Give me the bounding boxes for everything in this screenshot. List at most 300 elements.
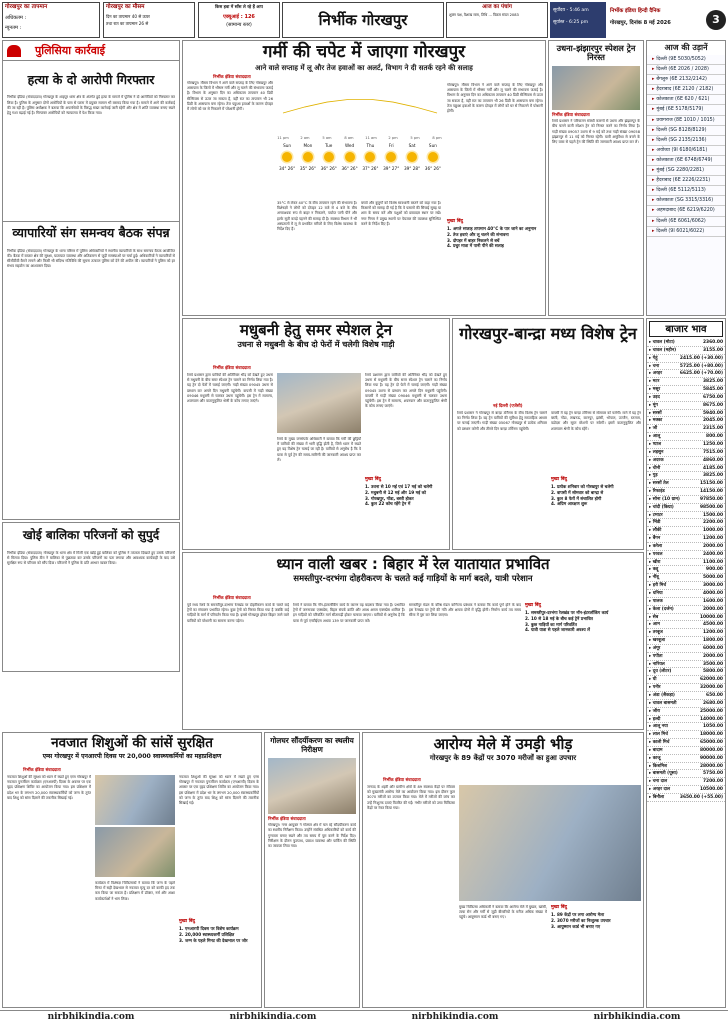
market-price: 3650.00 (+55.00): [679, 794, 723, 800]
dateline: गोरखपुर, दिनांक 8 मई 2026: [610, 19, 671, 26]
market-row: [647, 668, 725, 676]
madhubani-story: [182, 318, 450, 550]
market-item: ▸ केला (दर्जन): [649, 606, 674, 612]
market-item: ▸ मटर: [649, 379, 660, 385]
market-price: 4000.00: [703, 591, 723, 596]
bandra-highlights-title: मुख्य बिंदु: [551, 477, 567, 482]
health-fair-highlight-3: 3. आयुष्मान कार्ड भी बनाए गए: [551, 923, 601, 929]
market-item: ▸ उड़द: [649, 394, 660, 400]
market-item: ▸ बादाम: [649, 747, 663, 753]
market-price: 4500.00: [703, 622, 723, 628]
heat-subhead: आने वाले सप्ताह में लू और तेज हवाओं का अलर्ट, विभाग ने दी सतर्क रहने की सलाह: [255, 63, 473, 72]
market-item: ▸ तरबूज: [649, 630, 663, 636]
health-fair-body-2: मुख्य चिकित्सा अधिकारी ने बताया कि आरोग्य मेले में बुखार, खांसी, त्वचा रोग और गर्मी से जुड़ी बीमारियों के मरीज अधिक संख्या में पहुंचे। आयुष्मान कार्ड भी बनाए गए।: [459, 905, 547, 920]
infants-highlights-title: मुख्य बिंदु: [179, 919, 195, 924]
flight-row: ▸ दिल्ली (SG 2135/2136): [647, 136, 725, 146]
market-row: [647, 339, 725, 347]
forecast-day-row: [277, 143, 443, 172]
market-price: 2360.00: [703, 340, 723, 345]
market-row: [647, 512, 725, 520]
forecast-day: [279, 143, 295, 172]
madhubani-body-1: रेलवे प्रशासन द्वारा यात्रियों की अतिरिक्त भीड़ को देखते हुए उधना से मधुबनी के बीच समर स्पेशल ट्रेन चलाने का निर्णय लिया गया है। यह ट्रेन दो फेरों में चलाई जाएगी। गाड़ी संख्या 09045 उधना से प्रस्थान कर अगले दिन मधुबनी पहुंचेगी। वापसी में गाड़ी संख्या 09046 मधुबनी से चलकर उधना पहुंचेगी। इस ट्रेन में सामान्य, शयनयान और वातानुकूलित श्रेणी के कोच लगाए जाएंगे।: [187, 373, 273, 404]
market-row: [647, 472, 725, 480]
market-row: [647, 347, 725, 355]
sun-times-box: [550, 2, 606, 38]
market-item: ▸ सेब: [649, 614, 659, 620]
bandra-highlight-3: 3. कुल 8 फेरों में संचालित होगी: [551, 495, 602, 501]
infants-body-2: कार्यक्रम में विशेषज्ञ चिकित्सकों ने बताया कि जन्म के पहले मिनट में सही देखभाल से नवजात मृत्यु दर को काफी हद तक कम किया जा सकता है। प्रशिक्षण में डॉक्टर, नर्स और आशा कार्यकर्ताओं ने भाग लिया।: [95, 881, 175, 901]
market-item: ▸ चावल (महीन): [649, 347, 677, 353]
market-price: 5750.00: [703, 771, 723, 777]
madhubani-headline: मधुबनी हेतु समर स्पेशल ट्रेन: [239, 321, 393, 339]
market-row: [647, 402, 725, 410]
market-row: [647, 433, 725, 441]
flight-row: ▸ हैदराबाद (6E 2226/2231): [647, 176, 725, 186]
market-item: ▸ पनीर: [649, 685, 661, 691]
health-fair-photo: [459, 785, 641, 901]
forecast-temps: 39° 28°: [403, 166, 421, 172]
market-price: 3500.00: [703, 661, 723, 667]
market-item: ▸ चीनी: [649, 465, 661, 471]
market-item: ▸ रिफाइंड: [649, 489, 665, 495]
forecast-day: [362, 143, 378, 172]
market-row: [647, 551, 725, 559]
page-number: [706, 10, 726, 30]
market-row: [647, 684, 725, 692]
health-fair-highlight-2: 2. 3070 मरीजों का निःशुल्क उपचार: [551, 917, 611, 923]
market-price: 90000.00: [699, 755, 723, 761]
sun-icon: [345, 152, 355, 162]
forecast-time-label: 5 am: [322, 136, 332, 140]
market-price: 2315.00: [703, 426, 723, 432]
market-price: 15150.00: [699, 481, 723, 487]
police-banner-text: पुलिसिया कार्रवाई: [35, 43, 106, 57]
market-price: 5000.00: [703, 575, 723, 581]
train-photo: [552, 66, 640, 110]
market-item: ▸ खीरा: [649, 559, 661, 565]
market-item: ▸ किशमिश: [649, 763, 667, 769]
market-row: [647, 794, 725, 802]
market-title-bar: [649, 321, 723, 337]
forecast-day: [341, 143, 357, 172]
sunrise: सूर्योदय - 5:46 am: [553, 8, 589, 13]
market-price: 1200.00: [703, 630, 723, 636]
market-row: [647, 747, 725, 755]
market-row: [647, 566, 725, 574]
bihar-byline: निर्भीक इंडिया संवाददाता: [213, 595, 251, 600]
infants-highlight-2: 2. 20,000 स्वास्थ्यकर्मी प्रशिक्षित: [179, 931, 235, 937]
market-item: ▸ अरहर दाल: [649, 787, 670, 793]
bandra-story: [452, 318, 644, 550]
sun-icon: [407, 152, 417, 162]
lost-girl-section: [2, 522, 180, 672]
infants-highlights: [179, 919, 259, 1005]
market-price: 2000.00: [703, 606, 723, 612]
police-section: [2, 40, 180, 520]
flight-row: ▸ हैदराबाद (6E 2120 / 2182): [647, 85, 725, 95]
madhubani-highlight-1: 1. उधना से 10 मई एवं 17 मई को चलेगी: [365, 484, 433, 490]
footer-site-4[interactable]: nirbhikindia.com: [593, 1011, 681, 1022]
market-item: ▸ पालक: [649, 598, 663, 604]
infants-subhead: एम्स गोरखपुर में एनआरपी दिवस पर 20,000 स्वास्थ्यकर्मियों का महाप्रशिक्षण: [42, 752, 222, 760]
market-item: ▸ मक्का: [649, 418, 663, 424]
market-row: [647, 465, 725, 473]
market-row: [647, 457, 725, 465]
market-row: [647, 355, 725, 363]
police-banner: [3, 41, 179, 61]
infants-highlight-1: 1. एनआरपी दिवस पर विशेष कार्यक्रम: [179, 926, 239, 932]
market-row: [647, 386, 725, 394]
flight-list: [647, 55, 725, 237]
market-item: ▸ लहसुन: [649, 449, 664, 455]
bandra-body-2: वापसी में यह ट्रेन बान्द्रा टर्मिनस से सोमवार को चलेगी। मार्ग में यह ट्रेन बस्ती, गोंडा, लखनऊ, कानपुर, झांसी, भोपाल, उज्जैन, रतलाम, वडोदरा और सूरत स्टेशनों पर रुकेगी। इसमें वातानुकूलित और शयनयान श्रेणी के कोच रहेंगे।: [551, 411, 641, 431]
market-item: ▸ जीरा: [649, 708, 661, 714]
market-item: ▸ खरबूजा: [649, 638, 666, 644]
market-row: [647, 410, 725, 418]
market-price: 10500.00: [699, 787, 723, 793]
golghar-story: [264, 732, 360, 1008]
flight-row: ▸ कोलकाता (6E 6748/6749): [647, 156, 725, 166]
madhubani-body-2: रेलवे के मुख्य जनसंपर्क अधिकारी ने बताया कि गर्मी की छुट्टियों में यात्रियों की संख्या में भारी वृद्धि होती है, जिसे ध्यान में रखते हुए यह विशेष ट्रेन चलाई जा रही है। यात्रियों से अनुरोध है कि वे यात्रा से पूर्व ट्रेन की समय-सारिणी की जानकारी अवश्य प्राप्त कर लें।: [277, 437, 361, 462]
forecast-time-label: 2 pm: [388, 136, 398, 140]
forecast-time-label: 2 am: [300, 136, 310, 140]
heat-byline: निर्भीक इंडिया संवाददाता: [213, 74, 251, 79]
market-row: [647, 543, 725, 551]
bandra-highlight-2: 2. वापसी में सोमवार को बान्द्रा से: [551, 489, 604, 495]
infants-photo-2: [95, 827, 175, 877]
market-row: [647, 755, 725, 763]
market-item: ▸ नींबू: [649, 575, 659, 581]
market-item: ▸ प्याज: [649, 441, 661, 447]
madhubani-highlights-title: मुख्य बिंदु: [365, 477, 381, 482]
market-row: [647, 370, 725, 378]
market-price: 2000.00: [703, 653, 723, 659]
forecast-temps: 35° 26°: [299, 166, 317, 172]
market-price: 6625.00 (+70.00): [679, 371, 723, 377]
market-row: [647, 527, 725, 535]
market-item: ▸ परवल: [649, 551, 663, 557]
health-fair-byline: निर्भीक इंडिया संवाददाता: [383, 777, 421, 782]
forecast-day-name: Sun: [283, 143, 292, 148]
story1-body: निर्भीक इंडिया (संवाददाता) गोरखपुर के शाहपुर थाना क्षेत्र के अंतर्गत हुई हत्या के मामले में पुलिस ने दो आरोपियों को गिरफ्तार कर लिया है। पुलिस के अनुसार दोनों आरोपियों के पास से घटना में प्रयुक्त सामान भी बरामद किया गया है। मामले में आगे की कार्रवाई की जा रही है। पुलिस अधीक्षक ने बताया कि अपराधियों के विरुद्ध सख्त कार्रवाई जारी रहेगी और क्षेत्र में शांति व्यवस्था बनाए रखने हेतु गश्त बढ़ाई गई है। गिरफ्तार आरोपियों को न्यायालय में पेश किया गया।: [7, 95, 175, 115]
forecast-day-name: Sat: [408, 143, 416, 148]
market-row: [647, 645, 725, 653]
story3-body: निर्भीक इंडिया (संवाददाता) गोरखपुर के थाना क्षेत्र में मिली एक खोई हुई बालिका को पुलिस ने तत्परता दिखाते हुए उसके परिजनों से मिलवा दिया। पुलिस टीम ने बालिका से पूछताछ कर उसके परिजनों का पता लगाया और आवश्यक कार्यवाही के बाद उसे सुरक्षित रूप से परिवार को सौंप दिया। परिजनों ने पुलिस के प्रति आभार व्यक्त किया।: [7, 550, 175, 566]
market-item: ▸ आलू नया: [649, 724, 668, 730]
market-item: ▸ अंडा (सैकड़ा): [649, 692, 675, 698]
market-item: ▸ हरी मिर्च: [649, 583, 667, 589]
flights-box: [646, 40, 726, 316]
market-price: 62000.00: [699, 677, 723, 683]
market-price: 1250.00: [703, 441, 723, 447]
market-price: 2200.00: [703, 520, 723, 526]
market-row: [647, 637, 725, 645]
market-item: ▸ गेहूं: [649, 355, 658, 361]
market-row: [647, 692, 725, 700]
market-item: ▸ काजू: [649, 755, 661, 761]
forecast-time-label: 5 pm: [410, 136, 420, 140]
flights-title: [647, 41, 725, 55]
market-row: [647, 614, 725, 622]
forecast-time-label: 11 pm: [277, 136, 289, 140]
bandra-highlight-1: 1. प्रत्येक शनिवार को गोरखपुर से चलेगी: [551, 484, 614, 490]
forecast-day: [404, 143, 420, 172]
weather-box: [103, 2, 195, 38]
flight-row: ▸ मुंबई (6E 5178/5179): [647, 105, 725, 115]
sun-icon: [324, 152, 334, 162]
market-price: 6000.00: [703, 645, 723, 651]
market-price: 1800.00: [703, 638, 723, 644]
udhna-title: उधना-झंझारपुर स्पेशल ट्रेन निरस्त: [556, 43, 636, 63]
forecast-day-name: Sun: [428, 143, 437, 148]
forecast-temperature-line: [283, 99, 437, 113]
market-row: [647, 425, 725, 433]
market-price: 14000.00: [699, 716, 723, 722]
market-item: ▸ चावल (मोटा): [649, 340, 675, 345]
market-price: 1500.00: [703, 512, 723, 518]
market-item: ▸ करेला: [649, 543, 663, 549]
forecast-chart: [277, 83, 443, 143]
flight-row: ▸ अयोध्या (9I 6180/6181): [647, 146, 725, 156]
health-fair-highlights: [551, 905, 641, 1005]
bihar-body-1: पूर्व मध्य रेलवे के समस्तीपुर-दरभंगा रेलखंड पर दोहरीकरण कार्य के चलते कई ट्रेनों का संचालन प्रभावित रहेगा। कुछ ट्रेनों को निरस्त किया गया है जबकि कई गाड़ियों के मार्ग में परिवर्तन किया गया है। इससे गोरखपुर होकर बिहार जाने वाले यात्रियों को परेशानी का सामना करना पड़ेगा।: [187, 603, 289, 623]
market-item: ▸ टमाटर: [649, 512, 663, 518]
bihar-highlights-title: मुख्य बिंदु: [525, 603, 541, 608]
market-price: 14150.00: [699, 489, 723, 495]
market-box: [646, 318, 726, 1008]
market-item: ▸ चांदी (किग्रा): [649, 504, 674, 510]
forecast-day-name: Tue: [325, 143, 333, 148]
forecast-time-labels: [277, 136, 442, 140]
story2-body: निर्भीक इंडिया (संवाददाता) गोरखपुर के थाना परिसर में पुलिस अधिकारियों ने स्थानीय व्यापारियों के साथ समन्वय बैठक आयोजित की। बैठक में बाजार क्षेत्र की सुरक्षा, यातायात व्यवस्था और अतिक्रमण से जुड़ी समस्याओं पर चर्चा हुई। अधिकारियों ने व्यापारियों से सीसीटीवी कैमरे लगाने और किसी भी संदिग्ध गतिविधि की सूचना तत्काल पुलिस को देने की अपील की। व्यापारियों ने पुलिस को हर संभव सहयोग का आश्वासन दिया।: [7, 248, 175, 269]
aqi-status: (सामान्य स्तर): [226, 21, 252, 28]
market-price: 18000.00: [699, 732, 723, 738]
forecast-day: [383, 143, 399, 172]
market-row: [647, 763, 725, 771]
market-item: ▸ लौकी: [649, 528, 662, 534]
market-row: [647, 441, 725, 449]
bihar-highlight-2: 2. 10 से 18 मई के बीच कई ट्रेनें प्रभावित: [525, 615, 593, 621]
market-row: [647, 590, 725, 598]
footer-site-1[interactable]: nirbhikindia.com: [47, 1011, 135, 1022]
market-item: ▸ घी: [649, 677, 657, 683]
forecast-time-label: 8 pm: [432, 136, 442, 140]
panchang-title: आज का पंचांग: [482, 4, 512, 10]
infants-photo-1: [95, 775, 175, 825]
forecast-temps: 36° 26°: [320, 166, 337, 172]
min-temp-label: न्यूनतम :: [5, 25, 22, 32]
flight-row: ▸ मुंबई (SG 2280/2281): [647, 166, 725, 176]
market-price: 5845.00: [703, 387, 723, 393]
market-price: 8675.00: [703, 402, 723, 408]
madhubani-byline: निर्भीक इंडिया संवाददाता: [213, 365, 251, 370]
sun-icon: [365, 152, 375, 162]
market-price: 800.00: [706, 434, 723, 440]
madhubani-highlight-2: 2. मधुबनी से 12 मई और 19 मई को: [365, 489, 426, 495]
weather-title: गोरखपुर का मौसम: [106, 4, 145, 10]
bandra-highlights: [551, 477, 641, 547]
forecast-day: [300, 143, 316, 172]
market-price: 3155.00: [703, 347, 723, 353]
infants-body-1: नवजात शिशुओं की सुरक्षा को ध्यान में रखते हुए एम्स गोरखपुर में नवजात पुनर्जीवन कार्यक्रम (एनआरपी) दिवस के अवसर पर एक वृहद प्रशिक्षण शिविर का आयोजन किया गया। इस प्रशिक्षण में प्रदेश भर के लगभग 20,000 स्वास्थ्यकर्मियों को जन्म के तुरंत बाद शिशु को सांस दिलाने की तकनीक सिखाई गई।: [7, 775, 91, 800]
golghar-title: गोलघर सौंदर्यीकरण का स्थलीय निरीक्षण: [270, 736, 354, 754]
udhna-body: रेलवे प्रशासन ने परिचालन संबंधी कारणों से उधना और झंझारपुर के बीच चलने वाली स्पेशल ट्रेन को निरस्त करने का निर्णय लिया है। गाड़ी संख्या 09057 उधना से 9 मई को तथा गाड़ी संख्या 09058 झंझारपुर से 11 मई को निरस्त रहेगी। यात्री असुविधा से बचने के लिए यात्रा से पहले ट्रेन की स्थिति की जानकारी अवश्य प्राप्त कर लें।: [552, 119, 640, 144]
forecast-temps: 34° 26°: [279, 166, 296, 172]
market-price: 1100.00: [703, 559, 723, 565]
market-row: [647, 723, 725, 731]
bihar-highlights: [525, 603, 641, 727]
forecast-temps: 37° 26°: [362, 166, 379, 172]
flight-row: ▸ दिल्ली (6E 6061/6062): [647, 217, 725, 227]
market-item: ▸ चना: [649, 363, 660, 369]
health-fair-body-1: जनपद के शहरी और ग्रामीण क्षेत्रों के 89 स्वास्थ्य केंद्रों पर रविवार को मुख्यमंत्री आरोग्य मेले का आयोजन किया गया। इस दौरान कुल 3070 मरीजों का उपचार किया गया। मेले में मरीजों की जांच कर उन्हें निःशुल्क दवाएं वितरित की गईं। गंभीर मरीजों को उच्च चिकित्सा केंद्रों पर रेफर किया गया।: [367, 785, 455, 810]
market-price: 1000.00: [703, 528, 723, 534]
market-row: [647, 559, 725, 567]
market-row: [647, 778, 725, 786]
market-price: 1600.00: [703, 598, 723, 604]
bihar-highlight-4: 4. यात्री यात्रा से पहले जानकारी अवश्य लें: [525, 627, 590, 633]
market-row: [647, 786, 725, 794]
market-item: ▸ चावल बासमती: [649, 700, 677, 706]
infants-headline: नवजात शिशुओं की सांसें सुरक्षित: [51, 735, 213, 751]
market-row: [647, 676, 725, 684]
market-row: [647, 394, 725, 402]
market-row: [647, 770, 725, 778]
market-price: 900.00: [706, 567, 723, 573]
market-item: ▸ सोना (10 ग्राम): [649, 496, 680, 502]
heat-story: [182, 40, 546, 316]
health-fair-headline: आरोग्य मेले में उमड़ी भीड़: [433, 735, 573, 753]
market-price: 5940.00: [703, 410, 723, 416]
market-item: ▸ बिनौला: [649, 794, 665, 800]
market-row: [647, 535, 725, 543]
heat-body-2: 35°C से लेकर 40°C के बीच तापमान रहने की संभावना है। विशेषज्ञों ने लोगों को दोपहर 12 बजे से 4 बजे के बीच अनावश्यक रूप से बाहर न निकलने, पर्याप्त पानी पीने और हल्के सूती कपड़े पहनने की सलाह दी है। स्वास्थ्य विभाग ने भी अस्पतालों में लू से प्रभावित मरीजों के लिए विशेष व्यवस्था के निर्देश दिए हैं।: [277, 201, 357, 232]
bihar-highlight-3: 3. कुछ गाड़ियों का मार्ग परिवर्तित: [525, 621, 577, 627]
bihar-subhead: समस्तीपुर-दरभंगा दोहरीकरण के चलते कई गाड़ियों के मार्ग बदले, यात्री परेशान: [293, 573, 533, 584]
health-fair-story: [362, 732, 644, 1008]
forecast-time-label: 11 am: [365, 136, 377, 140]
market-price: 1200.00: [703, 536, 723, 542]
forecast-day-name: Mon: [303, 143, 313, 148]
market-price: 3825.00: [703, 473, 723, 479]
market-row: [647, 417, 725, 425]
market-row: [647, 653, 725, 661]
market-item: ▸ सरसों तेल: [649, 481, 669, 487]
market-row: [647, 621, 725, 629]
flight-row: ▸ दिल्ली (SG 8128/8129): [647, 126, 725, 136]
footer-site-3[interactable]: nirbhikindia.com: [411, 1011, 499, 1022]
market-item: ▸ सरसों: [649, 410, 662, 416]
bihar-body-2: रेलवे ने बताया कि नॉन-इंटरलॉकिंग कार्य के कारण यह बदलाव किया गया है। प्रभावित ट्रेनों में जननायक एक्सप्रेस, बिहार संपर्क क्रांति और अवध असम एक्सप्रेस शामिल हैं। इन गाड़ियों को परिवर्तित मार्ग सीतामढ़ी होकर चलाया जाएगा। यात्रियों से अनुरोध है कि यात्रा से पूर्व एनटीईएस अथवा 139 पर जानकारी प्राप्त करें।: [293, 603, 405, 623]
market-item: ▸ मसूर: [649, 387, 661, 393]
market-row: [647, 582, 725, 590]
market-item: ▸ आम: [649, 622, 660, 628]
market-price: 4185.00: [703, 465, 723, 471]
heat-body-3: बच्चों और बुजुर्गों को विशेष सावधानी बरतने को कहा गया है। किसानों को सलाह दी गई है कि वे फसलों की सिंचाई सुबह या शाम के समय करें और पशुओं को छायादार स्थान पर रखें। नगर निगम ने प्रमुख स्थानों पर पेयजल की व्यवस्था सुनिश्चित करने के निर्देश दिए हैं।: [361, 201, 441, 226]
market-item: ▸ अदरक: [649, 457, 664, 463]
story2-headline: व्यापारियों संग समन्वय बैठक संपन्न: [12, 225, 170, 241]
sunset: सूर्यास्त - 6:25 pm: [553, 19, 589, 25]
market-row: [647, 700, 725, 708]
bandra-headline: गोरखपुर-बान्द्रा मध्य विशेष ट्रेन: [459, 324, 637, 343]
heat-body-4: गोरखपुर। मौसम विभाग ने आने वाले सप्ताह के लिए गोरखपुर और आसपास के जिलों में भीषण गर्मी और लू चलने की संभावना जताई है। विभाग के अनुसार दिन का अधिकतम तापमान 40 डिग्री सेल्सियस से ऊपर जा सकता है, वहीं रात का तापमान भी 26 डिग्री के आसपास बना रहेगा। तेज पछुआ हवाओं के कारण दोपहर में लोगों को घर से निकलने में परेशानी होगी।: [447, 83, 543, 114]
market-price: 28000.00: [699, 763, 723, 769]
market-row: [647, 661, 725, 669]
footer-site-2[interactable]: nirbhikindia.com: [229, 1011, 317, 1022]
market-price: 5725.00 (+80.00): [679, 363, 723, 369]
bihar-headline: ध्यान वाली खबर : बिहार में रेल यातायात प्रभावित: [276, 555, 550, 573]
market-title: बाजार भाव: [665, 324, 707, 335]
heat-highlights-title: मुख्य बिंदु: [447, 219, 463, 224]
market-row: [647, 629, 725, 637]
sun-icon: [386, 152, 396, 162]
market-price: 32000.00: [699, 685, 723, 691]
golghar-byline: निर्भीक इंडिया संवाददाता: [268, 816, 306, 822]
udhna-byline: निर्भीक इंडिया संवाददाता: [552, 111, 590, 117]
market-item: ▸ धनिया: [649, 591, 663, 596]
market-price: 10000.00: [699, 614, 723, 620]
market-item: ▸ मूंग: [649, 402, 658, 408]
market-row: [647, 606, 725, 614]
market-item: ▸ भिंडी: [649, 520, 661, 526]
bandra-byline: नई दिल्ली (एजेंसी): [493, 403, 523, 408]
bihar-story: [182, 552, 644, 730]
market-item: ▸ चना दाल: [649, 779, 668, 785]
sun-icon: [303, 152, 313, 162]
madhubani-subhead: उधना से मधुबनी के बीच दो फेरों में चलेगी विशेष गाड़ी: [237, 340, 395, 350]
madhubani-highlights: [365, 477, 447, 547]
infants-highlight-3: 3. जन्म के पहले मिनट की देखभाल पर जोर: [179, 937, 248, 943]
market-price: 6750.00: [703, 394, 723, 400]
flight-row: ▸ दिल्ली (6E 5112/5113): [647, 186, 725, 196]
sun-icon: [428, 152, 438, 162]
page-number-text: 3: [712, 13, 720, 26]
market-price: 2415.00 (+30.00): [679, 355, 723, 361]
flight-row: ▸ दिल्ली (6E 2026 / 2028): [647, 65, 725, 75]
flights-title-text: आज की उड़ानें: [664, 43, 708, 52]
paper-name: निर्भीक इंडिया हिन्दी दैनिक: [610, 8, 661, 14]
panchang-text: शुक्ल पक्ष, वैशाख मास, तिथि ... विक्रम संवत 2083: [449, 12, 519, 17]
weather-forecast-graphic: [277, 83, 443, 199]
market-price: 650.00: [706, 692, 723, 698]
sun-icon: [282, 152, 292, 162]
market-row: [647, 449, 725, 457]
bandra-highlight-4: 4. अग्रिम आरक्षण शुरू: [551, 501, 588, 507]
market-row: [647, 739, 725, 747]
weather-sub: दिन का तापमान 40 से ऊपर: [106, 13, 150, 19]
market-price: 65000.00: [699, 740, 723, 746]
market-item: ▸ बासमती (पूसा): [649, 771, 678, 777]
flight-row: ▸ कोलकाता (6E 620 / 621): [647, 95, 725, 105]
market-price: 97850.00: [699, 496, 723, 502]
flight-row: ▸ प्रयागराज (8E 1010 / 1015): [647, 116, 725, 126]
bandra-body-1: रेलवे प्रशासन ने गोरखपुर से बान्द्रा टर्मिनस के बीच विशेष ट्रेन चलाने का निर्णय लिया है। यह ट्रेन यात्रियों की सुविधा हेतु साप्ताहिक आधार पर चलाई जाएगी। गाड़ी संख्या 05067 गोरखपुर से प्रत्येक शनिवार को प्रस्थान करेगी और तीसरे दिन बान्द्रा टर्मिनस पहुंचेगी।: [457, 411, 547, 431]
masthead-title: निर्भीक गोरखपुर: [318, 10, 408, 29]
market-price: 3825.00: [703, 379, 723, 385]
max-temp-label: अधिकतम :: [5, 14, 27, 21]
market-price: 5800.00: [703, 669, 723, 675]
flight-row: ▸ दिल्ली (9I 6021/6022): [647, 227, 725, 237]
heat-highlights: [447, 219, 543, 313]
market-price: 2400.00: [703, 551, 723, 557]
golghar-photo: [268, 758, 356, 814]
flight-row: ▸ बेंगलुरु (6E 2132/2142): [647, 75, 725, 85]
market-row: [647, 716, 725, 724]
market-price: 7200.00: [703, 779, 723, 785]
market-row: [647, 731, 725, 739]
heat-highlight-1: 1. अगले सप्ताह तापमान 40°C के पार जाने का अनुमान: [447, 226, 537, 232]
market-price: 98500.00: [699, 504, 723, 510]
